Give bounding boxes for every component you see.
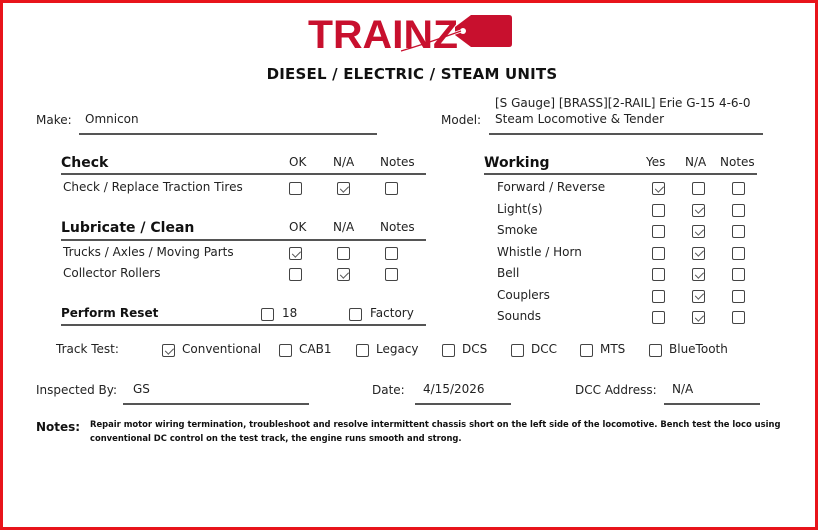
working-col-notes: Notes [720, 155, 755, 169]
track-test-cab1-checkbox[interactable] [279, 344, 292, 357]
track-test-option-label: MTS [600, 342, 626, 356]
working-ok-checkbox[interactable] [652, 311, 665, 324]
inspected-value[interactable]: GS [133, 382, 150, 396]
reset-title: Perform Reset [61, 306, 159, 320]
working-ok-checkbox[interactable] [652, 290, 665, 303]
inspected-underline [123, 403, 309, 405]
track-test-conventional-checkbox[interactable] [162, 344, 175, 357]
working-na-checkbox[interactable] [692, 225, 705, 238]
track-test-option-label: DCS [462, 342, 488, 356]
track-test-option-label: DCC [531, 342, 557, 356]
working-ok-checkbox[interactable] [652, 247, 665, 260]
track-test-option-label: Legacy [376, 342, 419, 356]
working-na-checkbox[interactable] [692, 247, 705, 260]
lubricate-row-label: Collector Rollers [63, 266, 161, 280]
track-test-dcs-checkbox[interactable] [442, 344, 455, 357]
working-notes-checkbox[interactable] [732, 225, 745, 238]
reset-underline [61, 324, 426, 326]
notes-label: Notes: [36, 420, 81, 434]
working-row-label: Bell [497, 266, 520, 280]
working-ok-checkbox[interactable] [652, 268, 665, 281]
check-ok-checkbox[interactable] [289, 182, 302, 195]
lubricate-row-label: Trucks / Axles / Moving Parts [63, 245, 234, 259]
track-test-option-label: CAB1 [299, 342, 332, 356]
check-row-label: Check / Replace Traction Tires [63, 180, 243, 194]
check-title: Check [61, 155, 109, 171]
track-test-dcc-checkbox[interactable] [511, 344, 524, 357]
working-ok-checkbox[interactable] [652, 204, 665, 217]
reset-18-label: 18 [282, 306, 298, 320]
reset-18-checkbox[interactable] [261, 308, 274, 321]
model-value-line1[interactable]: [S Gauge] [BRASS][2-RAIL] Erie G-15 4-6-0 [495, 96, 751, 110]
lubricate-underline [61, 239, 426, 241]
dcc-value[interactable]: N/A [672, 382, 694, 396]
trainz-logo [3, 11, 818, 55]
working-col-na: N/A [685, 155, 707, 169]
lubricate-na-checkbox[interactable] [337, 268, 350, 281]
lubricate-ok-checkbox[interactable] [289, 268, 302, 281]
track-test-option-label: Conventional [182, 342, 262, 356]
model-value-line2[interactable]: Steam Locomotive & Tender [495, 112, 665, 126]
working-ok-checkbox[interactable] [652, 182, 665, 195]
make-value[interactable]: Omnicon [85, 112, 139, 126]
working-notes-checkbox[interactable] [732, 311, 745, 324]
make-label: Make: [36, 113, 72, 127]
working-notes-checkbox[interactable] [732, 182, 745, 195]
lubricate-notes-checkbox[interactable] [385, 247, 398, 260]
working-row-label: Smoke [497, 223, 538, 237]
date-label: Date: [372, 383, 405, 397]
working-row-label: Forward / Reverse [497, 180, 606, 194]
track-test-legacy-checkbox[interactable] [356, 344, 369, 357]
reset-factory-checkbox[interactable] [349, 308, 362, 321]
check-underline [61, 173, 426, 175]
dcc-underline [664, 403, 760, 405]
lubricate-col-na: N/A [333, 220, 355, 234]
working-row-label: Sounds [497, 309, 542, 323]
working-title: Working [484, 155, 550, 171]
lubricate-ok-checkbox[interactable] [289, 247, 302, 260]
working-notes-checkbox[interactable] [732, 204, 745, 217]
date-underline [415, 403, 511, 405]
track-test-option-label: BlueTooth [669, 342, 728, 356]
working-underline [484, 173, 757, 175]
lubricate-col-ok: OK [289, 220, 307, 234]
form-title: DIESEL / ELECTRIC / STEAM UNITS [266, 65, 558, 83]
working-na-checkbox[interactable] [692, 311, 705, 324]
lubricate-na-checkbox[interactable] [337, 247, 350, 260]
inspected-label: Inspected By: [36, 383, 118, 397]
track-test-label: Track Test: [56, 342, 119, 356]
lubricate-notes-checkbox[interactable] [385, 268, 398, 281]
working-notes-checkbox[interactable] [732, 290, 745, 303]
model-underline [489, 133, 763, 135]
lubricate-title: Lubricate / Clean [61, 220, 195, 236]
date-value[interactable]: 4/15/2026 [423, 382, 485, 396]
check-notes-checkbox[interactable] [385, 182, 398, 195]
working-row-label: Whistle / Horn [497, 244, 582, 259]
notes-text[interactable]: Repair motor wiring termination, troubleshoot and resolve intermittent chassis short on the left side of the locomotive. Bench test the loco using conventional DC control on the test track, the engine runs smooth and strong. [90, 419, 781, 443]
reset-factory-label: Factory [370, 306, 414, 320]
check-col-notes: Notes [380, 155, 415, 169]
check-col-ok: OK [289, 155, 307, 169]
working-row-label: Couplers [497, 287, 550, 302]
lubricate-col-notes: Notes [380, 220, 415, 234]
working-na-checkbox[interactable] [692, 204, 705, 217]
check-na-checkbox[interactable] [337, 182, 350, 195]
model-label: Model: [441, 113, 482, 127]
working-row-label: Light(s) [497, 201, 543, 216]
working-ok-checkbox[interactable] [652, 225, 665, 238]
track-test-bluetooth-checkbox[interactable] [649, 344, 662, 357]
logo-text: TRAINZ [308, 13, 458, 55]
working-notes-checkbox[interactable] [732, 247, 745, 260]
working-na-checkbox[interactable] [692, 268, 705, 281]
working-na-checkbox[interactable] [692, 182, 705, 195]
check-col-na: N/A [333, 155, 355, 169]
working-notes-checkbox[interactable] [732, 268, 745, 281]
make-underline [79, 133, 377, 135]
working-na-checkbox[interactable] [692, 290, 705, 303]
track-test-mts-checkbox[interactable] [580, 344, 593, 357]
dcc-label: DCC Address: [575, 383, 657, 397]
working-col-yes: Yes [646, 155, 666, 169]
